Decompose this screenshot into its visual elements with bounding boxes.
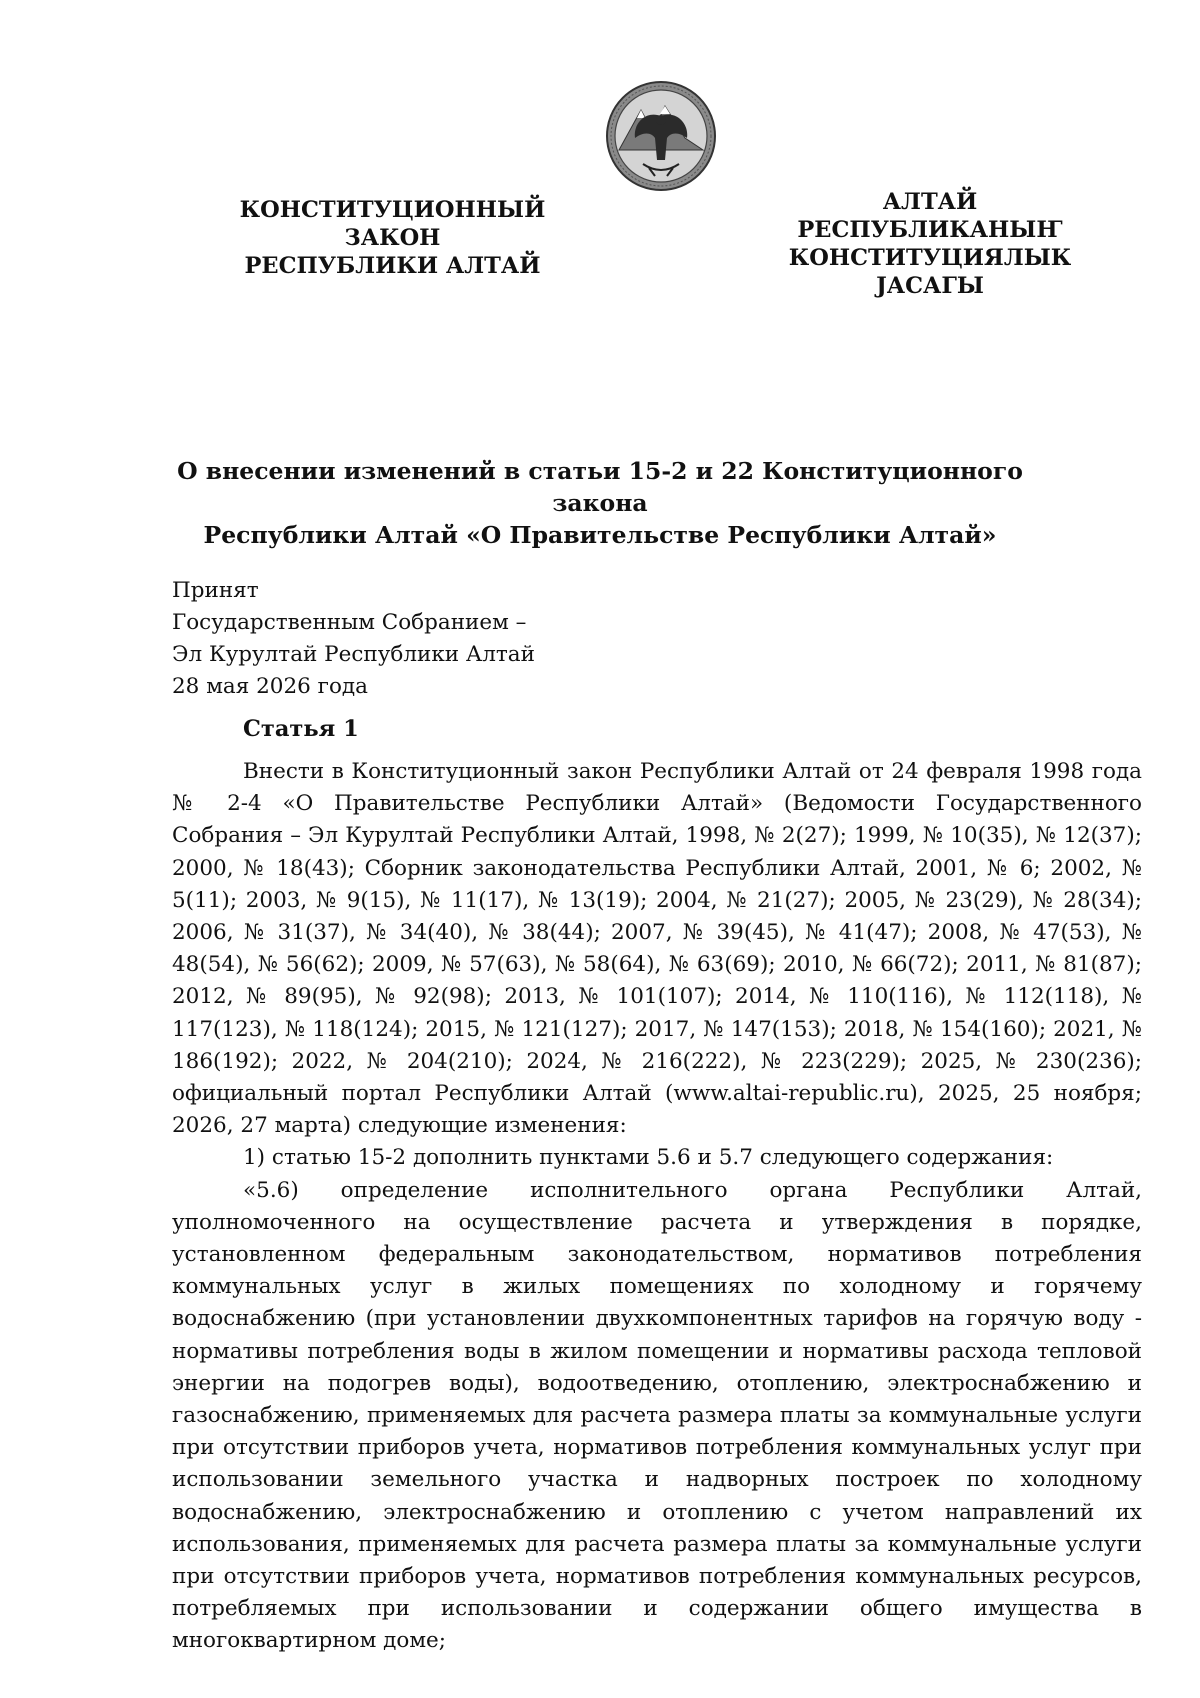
header-right-altai <box>770 188 1090 300</box>
article-heading: Статья 1 <box>243 716 359 742</box>
adoption-date: 28 мая 2026 года <box>172 674 368 699</box>
header-right-line-3: ЈАСАГЫ <box>876 273 984 299</box>
article-paragraph-1: Внести в Конституционный закон Республики Алтай от 24 февраля 1998 года № 2-4 «О Правительстве Республики Алтай» (Ведомости Государственного Собрания – Эл Курултай Республики Алтай, 1998, № 2(27); 1999, № 10(35), № 12(37); 2000, № 18(43); Сборник законодательства Республики Алтай, 2001, № 6; 2002, № 5(11); 2003, № 9(15), № 11(17), № 13(19); 2004, № 21(27); 2005, № 23(29), № 28(34); 2006, № 31(37), № 34(40), № 38(44); 2007, № 39(45), № 41(47); 2008, № 47(53), № 48(54), № 56(62); 2009, № 57(63), № 58(64), № 63(69); 2010, № 66(72); 2011, № 81(87); 2012, № 89(95), № 92(98); 2013, № 101(107); 2014, № 110(116), № 112(118), № 117(123), № 118(124); 2015, № 121(127); 2017, № 147(153); 2018, № 154(160); 2021, № 186(192); 2022, № 204(210); 2024, № 216(222), № 223(229); 2025, № 230(236); официальный портал Республики Алтай (www.altai-republic.ru), 2025, 25 ноября; 2026, 27 марта) следующие изменения: <box>172 759 1142 1139</box>
header-right-line-2: КОНСТИТУЦИЯЛЫК <box>788 245 1072 271</box>
adoption-block <box>172 575 672 703</box>
header-left-line-2: ЗАКОН <box>344 225 441 251</box>
adoption-line-3: Эл Курултай Республики Алтай <box>172 642 535 667</box>
adoption-line-1: Принят <box>172 578 259 603</box>
header-right-line-1: АЛТАЙ РЕСПУБЛИКАНЫҤ <box>797 189 1063 243</box>
header-left-line-3: РЕСПУБЛИКИ АЛТАЙ <box>244 253 541 279</box>
adoption-line-2: Государственным Собранием – <box>172 610 527 635</box>
article-body <box>172 756 1142 1658</box>
header-left-line-1: КОНСТИТУЦИОННЫЙ <box>239 197 546 223</box>
law-title-line-1: О внесении изменений в статьи 15-2 и 22 Конституционного закона <box>177 457 1023 517</box>
law-title <box>170 455 1030 551</box>
article-paragraph-5-6: «5.6) определение исполнительного органа Республики Алтай, уполномоченного на осуществление расчета и утверждения в порядке, установленном федеральным законодательством, нормативов потребления коммунальных услуг в жилых помещениях по холодному и горячему водоснабжению (при установлении двухкомпонентных тарифов на горячую воду - нормативы потребления воды в жилом помещении и нормативы расхода тепловой энергии на подогрев воды), водоотведению, отоплению, электроснабжению и газоснабжению, применяемых для расчета размера платы за коммунальные услуги при отсутствии приборов учета, нормативов потребления коммунальных услуг при использовании земельного участка и надворных построек по холодному водоснабжению, электроснабжению и отоплению с учетом направлений их использования, применяемых для расчета размера платы за коммунальные услуги при отсутствии приборов учета, нормативов потребления коммунальных ресурсов, потребляемых при использовании и содержании общего имущества в многоквартирном доме; <box>172 1177 1142 1654</box>
article-item-1: 1) статью 15-2 дополнить пунктами 5.6 и 5.7 следующего содержания: <box>243 1145 1054 1171</box>
law-title-line-2: Республики Алтай «О Правительстве Республики Алтай» <box>203 521 997 549</box>
altai-republic-emblem <box>605 80 717 192</box>
header-left-russian <box>220 196 565 280</box>
